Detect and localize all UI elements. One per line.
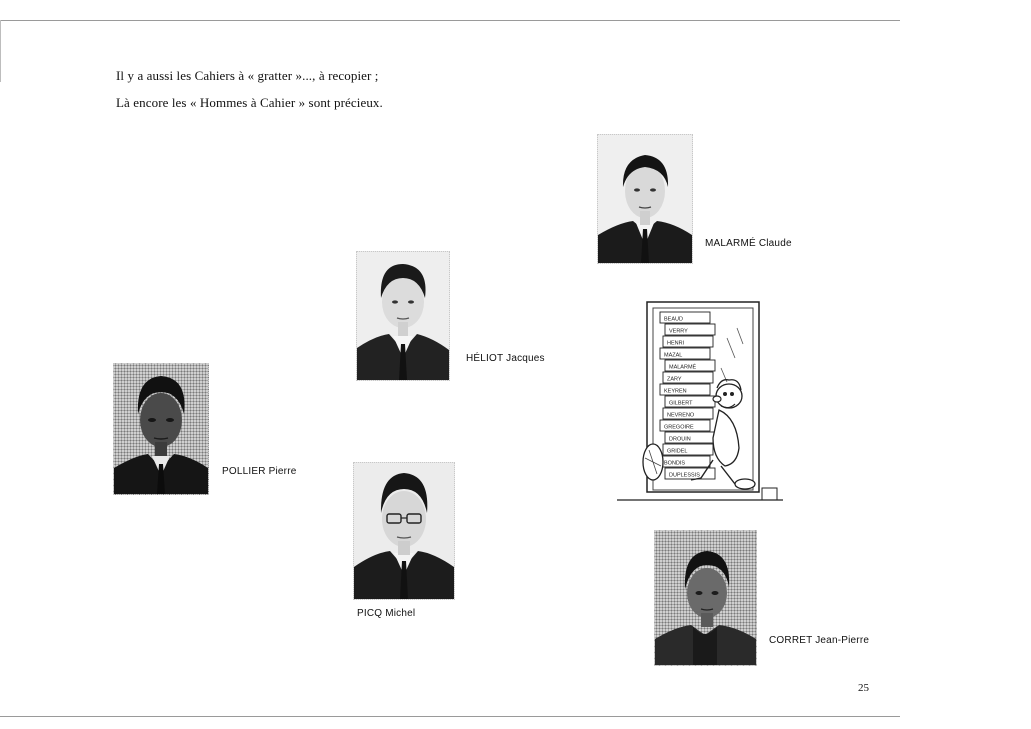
portrait-corret [654,530,757,666]
book-label: DROUIN [669,436,691,443]
caption-corret: CORRET Jean-Pierre [769,635,870,646]
book-label: DUPLESSIS [669,472,700,479]
book-label: BEAUD [664,316,683,323]
portrait-picq [353,462,455,600]
book-label: GREGOIRE [664,424,694,431]
cartoon-book-stack [617,298,787,504]
book-label: MAZAL [664,352,683,359]
book-label: HENRI [667,340,685,347]
book-label: NEVRENO [667,412,695,419]
book-label: MALARMÉ [669,364,697,371]
intro-line-2: Là encore les « Hommes à Cahier » sont précieux. [116,95,383,110]
bottom-rule [0,716,900,717]
page-number: 25 [858,682,869,694]
caption-malarme: MALARMÉ Claude [705,238,792,249]
portrait-heliot [356,251,450,381]
book-label: VERRY [669,328,688,335]
book-label: GRIDEL [667,448,688,455]
intro-line-1: Il y a aussi les Cahiers à « gratter »..., à recopier ; [116,68,379,83]
book-label: KEYREN [664,388,687,395]
left-edge [0,20,1,82]
portrait-pollier [113,363,209,495]
book-label: ZARY [667,376,682,383]
book-label: BONDIS [664,460,686,467]
portrait-malarme [597,134,693,264]
book-label: GILBERT [669,400,693,407]
caption-pollier: POLLIER Pierre [222,466,297,477]
top-rule [0,20,900,21]
caption-heliot: HÉLIOT Jacques [466,353,545,364]
caption-picq: PICQ Michel [357,608,416,619]
